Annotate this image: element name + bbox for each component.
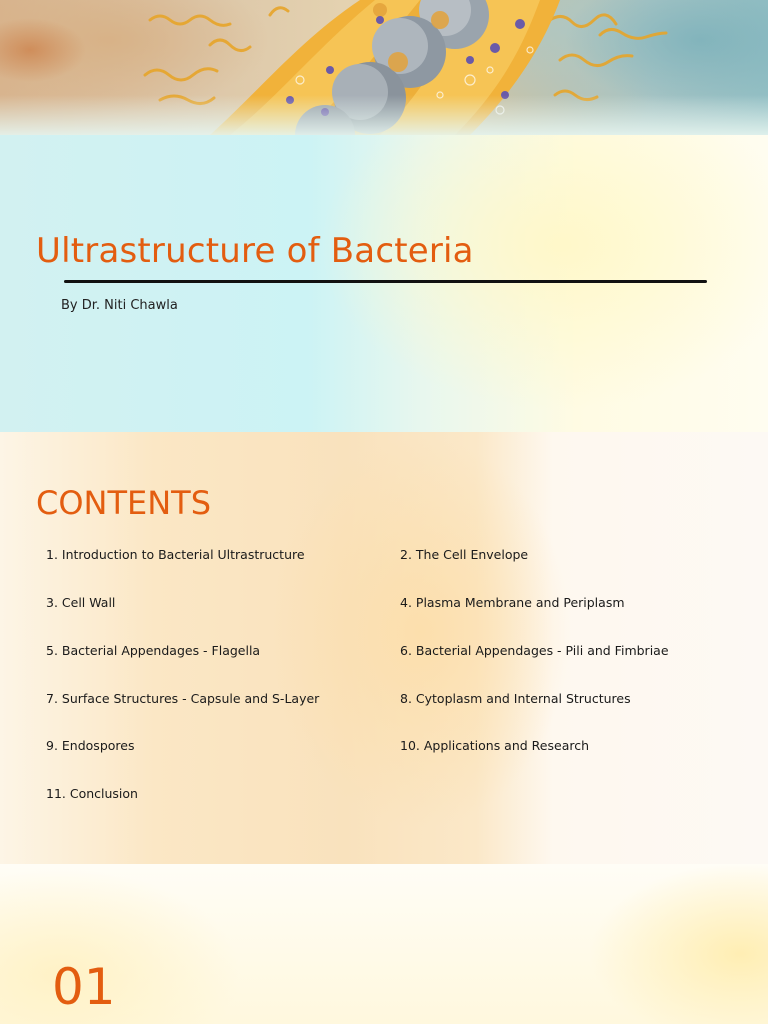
toc-item: 8. Cytoplasm and Internal Structures [400, 691, 631, 706]
contents-heading: CONTENTS [36, 484, 212, 522]
presentation-title: Ultrastructure of Bacteria [36, 231, 474, 271]
banner-image [0, 0, 768, 135]
toc-item: 1. Introduction to Bacterial Ultrastructure [46, 547, 305, 562]
toc-item: 9. Endospores [46, 738, 135, 753]
section-slide [0, 864, 768, 1024]
author-byline: By Dr. Niti Chawla [61, 298, 178, 313]
toc-item: 6. Bacterial Appendages - Pili and Fimbriae [400, 643, 669, 658]
toc-item: 4. Plasma Membrane and Periplasm [400, 595, 625, 610]
contents-slide [0, 432, 768, 864]
title-slide [0, 135, 768, 432]
section-number: 01 [52, 958, 116, 1016]
toc-item: 11. Conclusion [46, 786, 138, 801]
toc-item: 5. Bacterial Appendages - Flagella [46, 643, 261, 658]
toc-item: 7. Surface Structures - Capsule and S-Layer [46, 691, 320, 706]
title-divider [64, 280, 707, 283]
banner-fade [0, 95, 768, 135]
toc-item: 10. Applications and Research [400, 738, 590, 753]
toc-item: 3. Cell Wall [46, 595, 116, 610]
toc-item: 2. The Cell Envelope [400, 547, 529, 562]
